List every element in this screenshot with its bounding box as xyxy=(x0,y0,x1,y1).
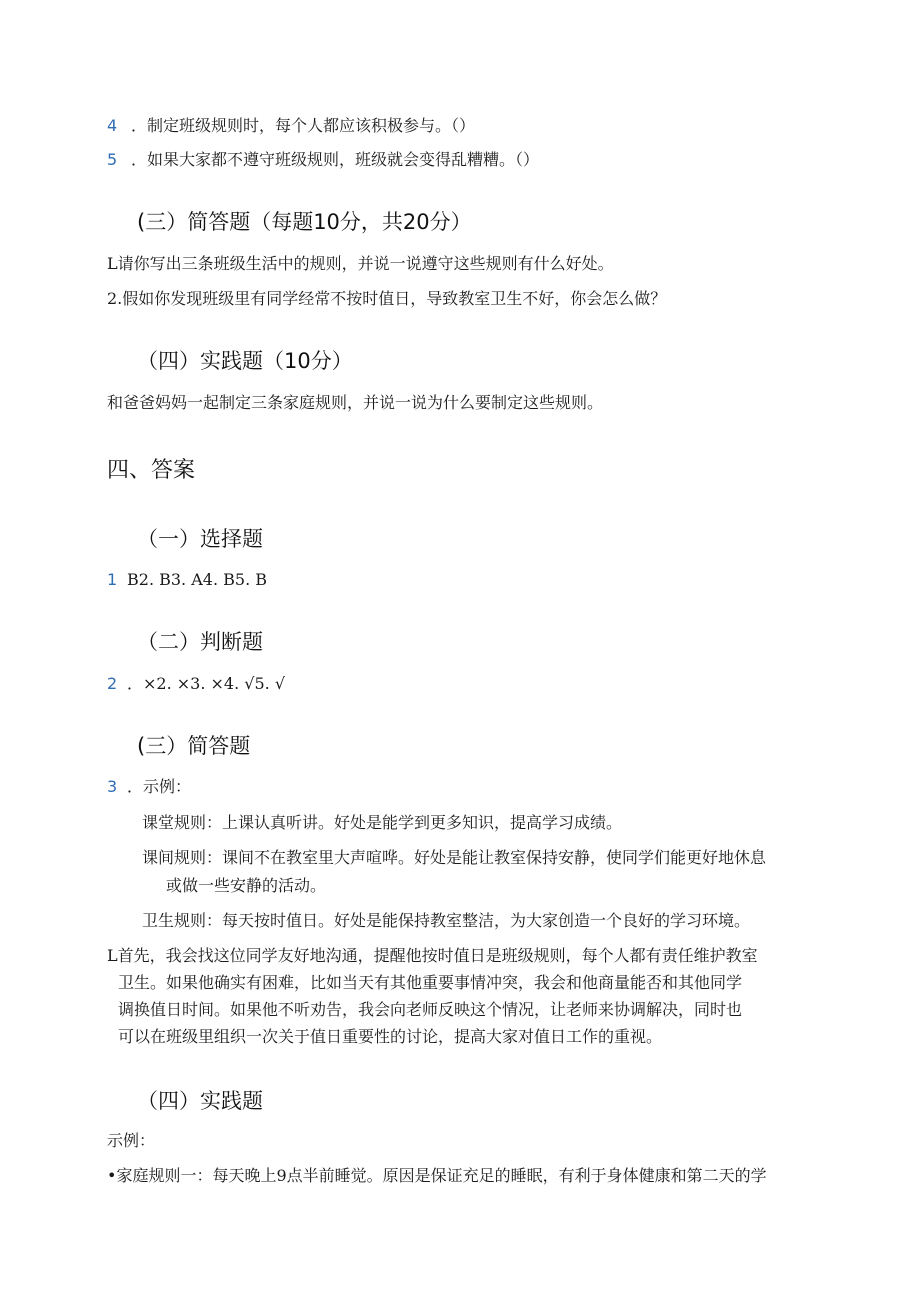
answers-q2-line4: 可以在班级里组织一次关于值日重要性的讨论，提高大家对值日工作的重视。 xyxy=(118,1027,663,1046)
answers-q2-line1: L首先，我会找这位同学友好地沟通，提醒他按时值日是班级规则，每个人都有责任维护教室 xyxy=(107,946,758,965)
answers-rule-classroom: 课堂规则：上课认真听讲。好处是能学到更多知识，提高学习成绩。 xyxy=(142,813,623,832)
answers-practice-intro: 示例： xyxy=(107,1131,156,1150)
item-text: ．如果大家都不遵守班级规则，班级就会变得乱糟糟。（） xyxy=(131,150,540,169)
answers-rule-hygiene: 卫生规则：每天按时值日。好处是能保持教室整洁，为大家创造一个良好的学习环境。 xyxy=(142,911,751,930)
answers-heading: 四、答案 xyxy=(107,458,196,483)
answers-choice-line xyxy=(107,568,267,592)
answers-judge-heading: （二）判断题 xyxy=(137,630,263,654)
answer-text: ．示例： xyxy=(127,777,192,796)
short-answer-question-2: 2.假如你发现班级里有同学经常不按时值日，导致教室卫生不好，你会怎么做？ xyxy=(107,289,667,308)
judgement-item-5 xyxy=(107,148,539,172)
answers-q2-line3: 调换值日时间。如果他不听劝告，我会向老师反映这个情况，让老师来协调解决，同时也 xyxy=(118,1000,743,1019)
answers-rule-break-line1: 课间规则：课间不在教室里大声喧哗。好处是能让教室保持安静，使同学们能更好地休息 xyxy=(142,848,767,867)
answers-practice-heading: （四）实践题 xyxy=(137,1089,263,1113)
section-heading-practice: （四）实践题（10分） xyxy=(137,349,353,373)
answers-practice-item-1: •家庭规则一：每天晚上9点半前睡觉。原因是保证充足的睡眠，有利于身体健康和第二天的学 xyxy=(107,1166,767,1185)
answer-text: ．×2. ×3. ×4. √5. √ xyxy=(127,674,286,693)
item-number: 4 xyxy=(107,116,118,135)
answers-q2-line2: 卫生。如果他确实有困难，比如当天有其他重要事情冲突，我会和他商量能否和其他同学 xyxy=(118,973,743,992)
item-number: 5 xyxy=(107,150,118,169)
item-number: 1 xyxy=(107,570,118,589)
answer-text: B2. B3. A4. B5. B xyxy=(127,570,267,589)
item-number: 3 xyxy=(107,777,118,796)
judgement-item-4 xyxy=(107,114,475,138)
answers-choice-heading: （一）选择题 xyxy=(137,527,263,551)
item-number: 2 xyxy=(107,674,118,693)
answers-short-intro xyxy=(107,775,191,799)
answers-short-heading: (三）简答题 xyxy=(137,734,251,758)
answers-rule-break-line2: 或做一些安静的活动。 xyxy=(166,876,327,895)
section-heading-short-answer: (三）简答题（每题10分，共20分） xyxy=(137,210,472,234)
answers-judge-line xyxy=(107,672,285,696)
item-text: ．制定班级规则时，每个人都应该积极参与。（） xyxy=(131,116,476,135)
short-answer-question-1: L请你写出三条班级生活中的规则，并说一说遵守这些规则有什么好处。 xyxy=(107,254,614,273)
practice-question: 和爸爸妈妈一起制定三条家庭规则，并说一说为什么要制定这些规则。 xyxy=(107,393,604,412)
